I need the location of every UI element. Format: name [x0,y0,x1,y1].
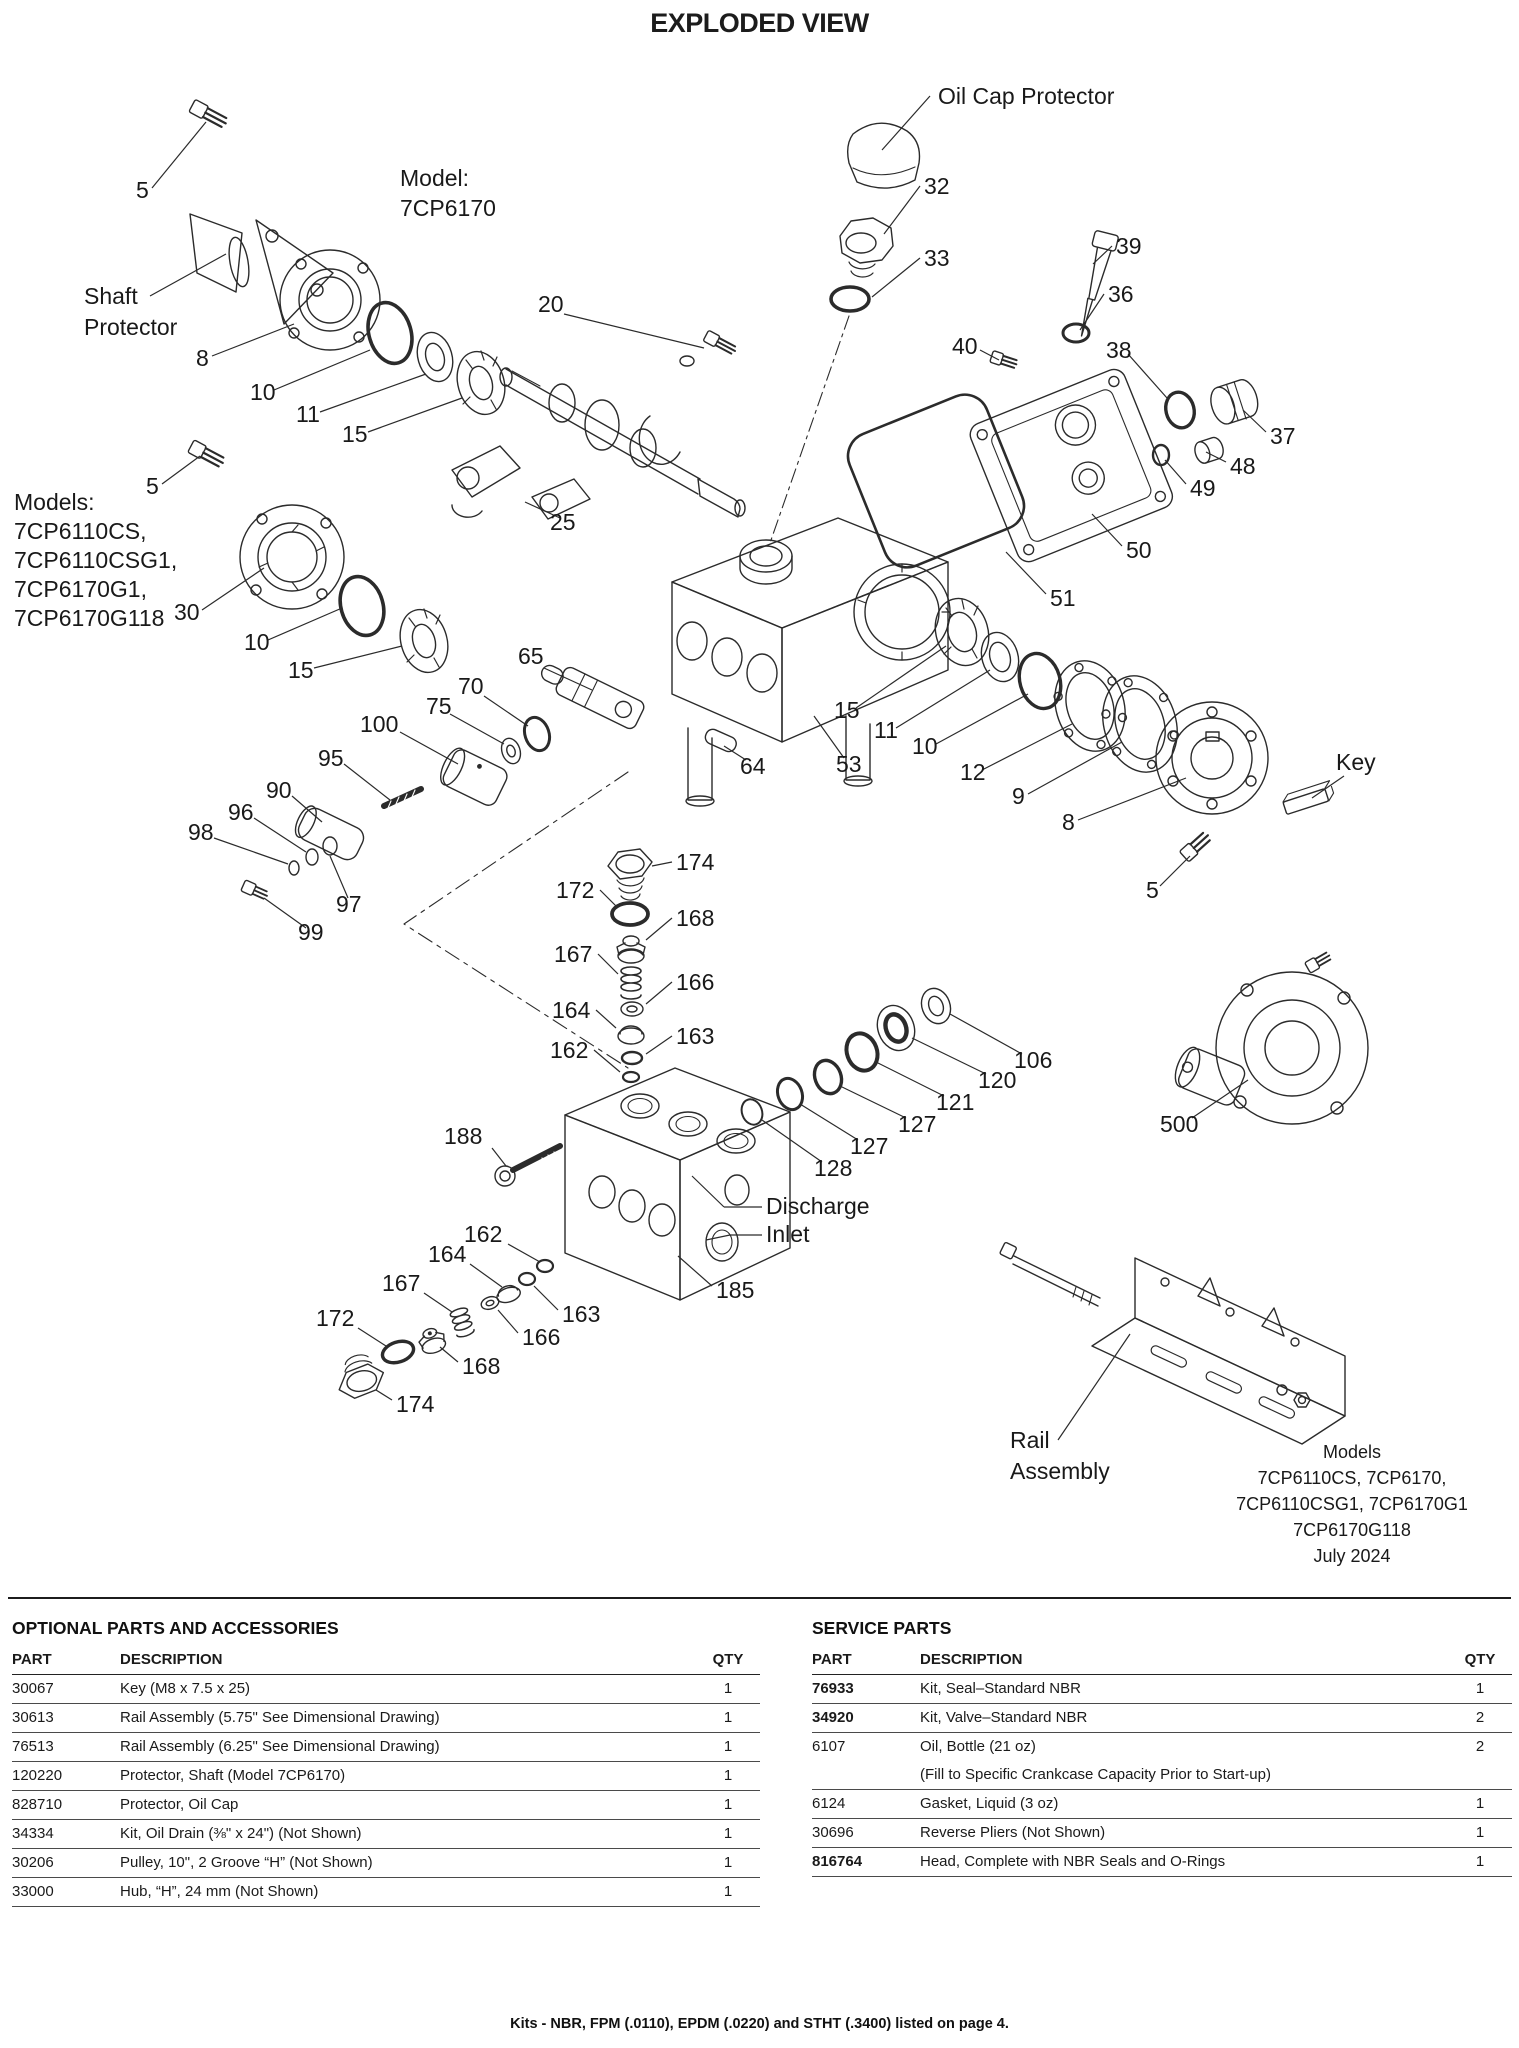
part-callout: 164 [552,997,591,1023]
part-callout: 8 [1062,809,1075,835]
leader-line [884,186,920,234]
part-callout: 121 [936,1089,975,1115]
leader-line [214,838,288,864]
table-row [12,1733,760,1762]
part-callout: 96 [228,799,254,825]
crankcase-art [672,518,950,806]
part-callout: 11 [874,717,898,743]
cell-description: Rail Assembly (5.75" See Dimensional Drawing) [120,1709,440,1726]
cell-qty: 1 [1475,1795,1485,1812]
part-callout: 174 [396,1391,435,1417]
leader-line [692,1176,724,1207]
leader-line [876,1062,944,1096]
table-row [812,1848,1512,1877]
leader-line [358,1328,386,1346]
leader-line [492,1148,506,1166]
cell-part: 120220 [12,1767,63,1784]
part-callout: 10 [244,629,270,655]
leader-line [600,890,616,906]
part-callout: 168 [462,1353,501,1379]
part-callout: 90 [266,777,292,803]
table-row [812,1761,1512,1790]
part-callout: 39 [1116,233,1142,259]
shaft-protector-art [189,99,512,420]
cell-part: 76933 [812,1680,854,1697]
part-callout: 98 [188,819,214,845]
part-callout: 95 [318,745,344,771]
leader-line [652,862,672,866]
cell-qty: 1 [1475,1853,1485,1870]
leader-line [268,608,342,640]
table-row [12,1820,760,1849]
leader-line [1128,354,1167,398]
part-callout: 9 [1012,783,1025,809]
part-callout: 128 [814,1155,853,1181]
part-callout: Shaft Protector [84,283,178,340]
part-callout: 162 [550,1037,589,1063]
leader-line [1165,460,1186,484]
part-callout: 15 [342,421,368,447]
manifold-art [565,1068,790,1300]
part-callout: 37 [1270,423,1296,449]
table-row [12,1791,760,1820]
part-callout: 20 [538,291,564,317]
table-header [12,1648,760,1675]
leader-line [706,1235,730,1240]
part-callout: Inlet [766,1221,810,1247]
part-callout: 53 [836,751,862,777]
table-body [812,1675,1512,1877]
leader-line [400,732,458,764]
part-callout: Model: 7CP6170 [400,165,496,221]
cell-part: 30206 [12,1854,54,1871]
table-body [12,1675,760,1907]
leader-line [498,1310,518,1333]
callout-layer [14,83,1468,1566]
part-callout: 11 [296,401,320,427]
cell-qty: 1 [1475,1680,1485,1697]
part-callout: 30 [174,599,200,625]
leader-line [896,670,990,728]
leader-line [202,568,264,610]
part-callout: 166 [522,1324,561,1350]
part-callout: 8 [196,345,209,371]
part-callout: 12 [960,759,986,785]
part-callout: 188 [444,1123,483,1149]
kits-footnote: Kits - NBR, FPM (.0110), EPDM (.0220) and STHT (.3400) listed on page 4. [510,2016,1009,2032]
leader-line [564,314,704,348]
part-callout: 99 [298,919,324,945]
centerline-dash [404,772,628,1068]
part-callout: 70 [458,673,484,699]
table-row [812,1733,1512,1761]
leader-line [1092,514,1122,546]
cell-qty: 1 [723,1709,733,1726]
header-qty: QTY [1464,1651,1496,1668]
part-callout: 5 [1146,877,1159,903]
leader-line [376,1390,392,1400]
leader-line [872,258,920,297]
part-callout: 172 [556,877,595,903]
head-bolt-art [495,1146,560,1186]
part-callout: 75 [426,693,452,719]
cell-description: Oil, Bottle (21 oz) [920,1738,1036,1755]
part-callout: 65 [518,643,544,669]
part-callout: 50 [1126,537,1152,563]
table-row [812,1790,1512,1819]
leader-line [1028,742,1122,794]
leader-line [912,1038,986,1074]
cell-part: 828710 [12,1796,63,1813]
leader-line [424,1293,452,1312]
rail-art [1000,1242,1345,1444]
leader-line [544,668,592,690]
part-callout: 15 [288,657,314,683]
part-callout: 64 [740,753,766,779]
leader-line [1312,776,1344,798]
table-title: OPTIONAL PARTS AND ACCESSORIES [12,1618,339,1638]
header-description: DESCRIPTION [920,1651,1023,1668]
part-callout: 25 [550,509,576,535]
cell-part: 34920 [812,1709,854,1726]
leader-line [254,818,306,852]
cell-description: Head, Complete with NBR Seals and O-Rings [920,1853,1226,1870]
cell-part: 6107 [812,1738,846,1755]
service-parts-table [812,1618,1512,1877]
leader-line [936,694,1028,744]
part-callout: 100 [360,711,399,737]
cell-qty: 1 [723,1854,733,1871]
leader-line [598,954,618,974]
part-callout: 38 [1106,337,1132,363]
part-callout: 36 [1108,281,1134,307]
cell-qty: 1 [723,1767,733,1784]
leader-line [646,982,672,1004]
cell-qty: 1 [723,1796,733,1813]
cell-description: Kit, Seal–Standard NBR [920,1680,1081,1697]
part-callout: 167 [554,941,593,967]
rear-cover-art [841,230,1263,574]
cell-description: Gasket, Liquid (3 oz) [920,1795,1059,1812]
cell-description: Kit, Valve–Standard NBR [920,1709,1088,1726]
part-callout: 168 [676,905,715,931]
page-title: EXPLODED VIEW [650,8,869,38]
cell-qty: 1 [723,1883,733,1900]
leader-line [440,1347,458,1362]
table-row [12,1878,760,1907]
part-callout: 33 [924,245,950,271]
table-row [12,1704,760,1733]
cell-description: Hub, “H”, 24 mm (Not Shown) [120,1883,319,1900]
table-row [812,1819,1512,1848]
valve-assembly-upper-art [608,849,652,1082]
optional-parts-table [12,1618,760,1907]
cell-description: Kit, Oil Drain (⅜" x 24") (Not Shown) [120,1825,362,1842]
part-callout: 5 [146,473,159,499]
part-callout: 172 [316,1305,355,1331]
part-callout: 127 [850,1133,889,1159]
leader-line [1078,778,1186,820]
cell-description: Key (M8 x 7.5 x 25) [120,1680,251,1697]
leader-line [274,350,370,390]
part-callout: Oil Cap Protector [938,83,1115,109]
cell-description: Reverse Pliers (Not Shown) [920,1824,1106,1841]
part-callout: 48 [1230,453,1256,479]
cell-qty: 1 [1475,1824,1485,1841]
part-callout: 32 [924,173,950,199]
cell-qty: 2 [1475,1709,1485,1726]
part-callout: Models 7CP6110CS, 7CP6170, 7CP6110CSG1, 7CP6170G1 7CP6170G118 July 2024 [1236,1442,1468,1566]
leader-line [450,714,504,744]
section-divider [8,1597,1511,1599]
leader-line [950,1014,1022,1054]
part-callout: 40 [952,333,978,359]
cell-qty: 1 [723,1680,733,1697]
part-callout: 49 [1190,475,1216,501]
cell-part: 76513 [12,1738,54,1755]
cell-part: 30613 [12,1709,54,1726]
leader-line [320,374,426,412]
part-callout: 162 [464,1221,503,1247]
table-row [12,1675,760,1704]
part-callout: 163 [562,1301,601,1327]
leader-line [344,764,390,800]
leader-line [484,696,528,726]
seal-case-art [928,592,1336,862]
cell-description: Pulley, 10", 2 Groove “H” (Not Shown) [120,1854,373,1871]
leader-line [314,646,402,668]
cell-part: 30067 [12,1680,54,1697]
leader-line [840,1086,906,1118]
part-callout: 15 [834,697,860,723]
leader-line [646,1036,672,1054]
part-callout: 10 [912,733,938,759]
leader-line [534,1286,558,1310]
part-callout: Discharge [766,1193,870,1219]
part-callout: 120 [978,1067,1017,1093]
cell-qty: 2 [1475,1738,1485,1755]
pump-rear-art [1170,950,1368,1124]
leader-line [678,1256,712,1286]
cell-description: Protector, Shaft (Model 7CP6170) [120,1767,346,1784]
leader-line [1058,1334,1130,1440]
valve-assembly-lower-art [332,1260,553,1401]
header-part: PART [812,1651,852,1668]
table-title: SERVICE PARTS [812,1618,952,1638]
leader-line [762,1120,822,1162]
part-callout: Models: 7CP6110CS, 7CP6110CSG1, 7CP6170G1, 7CP6170G118 [14,489,178,631]
header-qty: QTY [712,1651,744,1668]
leader-line [1160,856,1190,886]
part-callout: Key [1336,749,1376,775]
cell-qty: 1 [723,1738,733,1755]
bearing-cover-art [188,440,455,678]
leader-line [152,122,206,188]
part-callout: 106 [1014,1047,1053,1073]
oil-cap-art [770,123,920,543]
cell-part: 6124 [812,1795,846,1812]
cell-part: 34334 [12,1825,54,1842]
table-row [812,1704,1512,1733]
leader-line [882,96,930,150]
part-callout: Rail Assembly [1010,1427,1110,1484]
table-header [812,1648,1512,1675]
part-callout: 166 [676,969,715,995]
cell-qty: 1 [723,1825,733,1842]
part-callout: 10 [250,379,276,405]
table-row [812,1675,1512,1704]
part-callout: 167 [382,1270,421,1296]
part-callout: 163 [676,1023,715,1049]
leader-line [508,1244,540,1262]
part-callout: 127 [898,1111,937,1137]
cell-description: (Fill to Specific Crankcase Capacity Prior to Start-up) [920,1766,1271,1783]
leader-line [596,1010,616,1028]
cell-part: 816764 [812,1853,863,1870]
cell-description: Rail Assembly (6.25" See Dimensional Drawing) [120,1738,440,1755]
cell-part: 30696 [812,1824,854,1841]
leader-line [470,1264,502,1287]
part-callout: 185 [716,1277,755,1303]
head-rings-art [738,984,955,1127]
cell-description: Protector, Oil Cap [120,1796,239,1813]
cell-part: 33000 [12,1883,54,1900]
part-callout: 51 [1050,585,1076,611]
leader-line [1192,1080,1248,1118]
header-description: DESCRIPTION [120,1651,223,1668]
part-callout: 500 [1160,1111,1199,1137]
leader-line [162,456,200,484]
leader-line [368,398,462,432]
leader-line [646,918,672,940]
table-row [12,1849,760,1878]
table-row [12,1762,760,1791]
leader-line [212,324,294,356]
part-callout: 164 [428,1241,467,1267]
header-part: PART [12,1651,52,1668]
part-callout: 5 [136,177,149,203]
part-callout: 174 [676,849,715,875]
leader-line [150,254,226,296]
part-callout: 97 [336,891,362,917]
leader-line [982,724,1072,770]
